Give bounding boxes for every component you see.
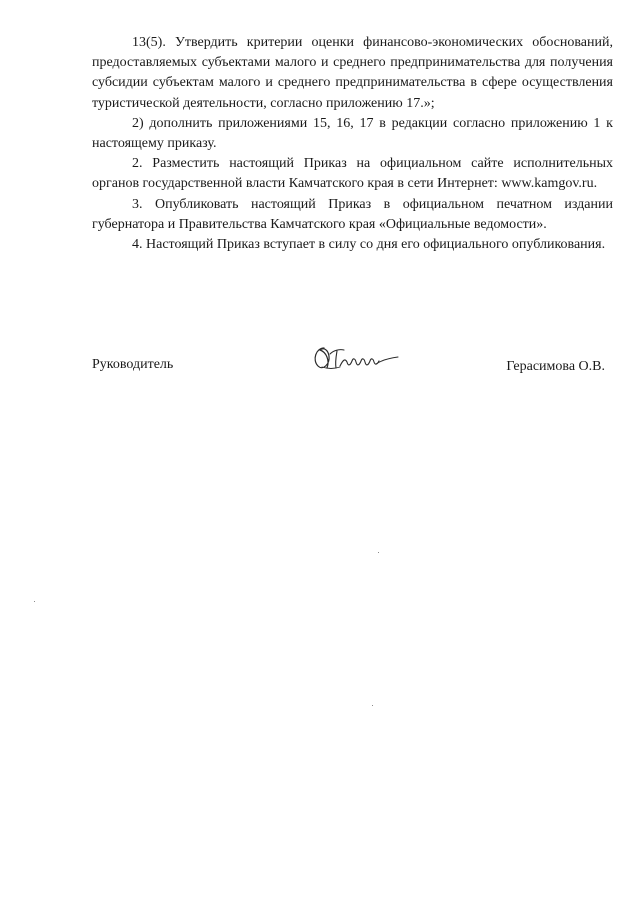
paragraph-item-2-addition: 2) дополнить приложениями 15, 16, 17 в редакции согласно приложению 1 к настоящему приказу. [92, 115, 613, 152]
document-body [92, 33, 613, 255]
paragraph-publish-official-gazette: 3. Опубликовать настоящий Приказ в официальном печатном издании губернатора и Правительства Камчатского края «Официальные ведомости». [92, 196, 613, 232]
scan-speck [372, 705, 373, 706]
paragraph-item-13-5: 13(5). Утвердить критерии оценки финансово-экономических обоснований, предоставляемых субъектами малого и среднего предпринимательства для получения субсидии субъектам малого и среднего предпринимательства в сфере осуществления туристической деятельности, согласно приложению 17.»; [92, 35, 613, 111]
scan-speck [378, 552, 379, 553]
signatory-name: Герасимова О.В. [506, 359, 605, 374]
scan-speck [34, 601, 35, 602]
paragraph-entry-into-force: 4. Настоящий Приказ вступает в силу со дня его официального опубликования. [132, 237, 606, 253]
paragraph-publish-website: 2. Разместить настоящий Приказ на официальном сайте исполнительных органов государственной власти Камчатского края в сети Интернет: www.kamgov.ru. [92, 156, 613, 192]
signatory-position: Руководитель [92, 357, 174, 372]
signature-block [92, 340, 613, 390]
handwritten-signature [310, 340, 400, 376]
